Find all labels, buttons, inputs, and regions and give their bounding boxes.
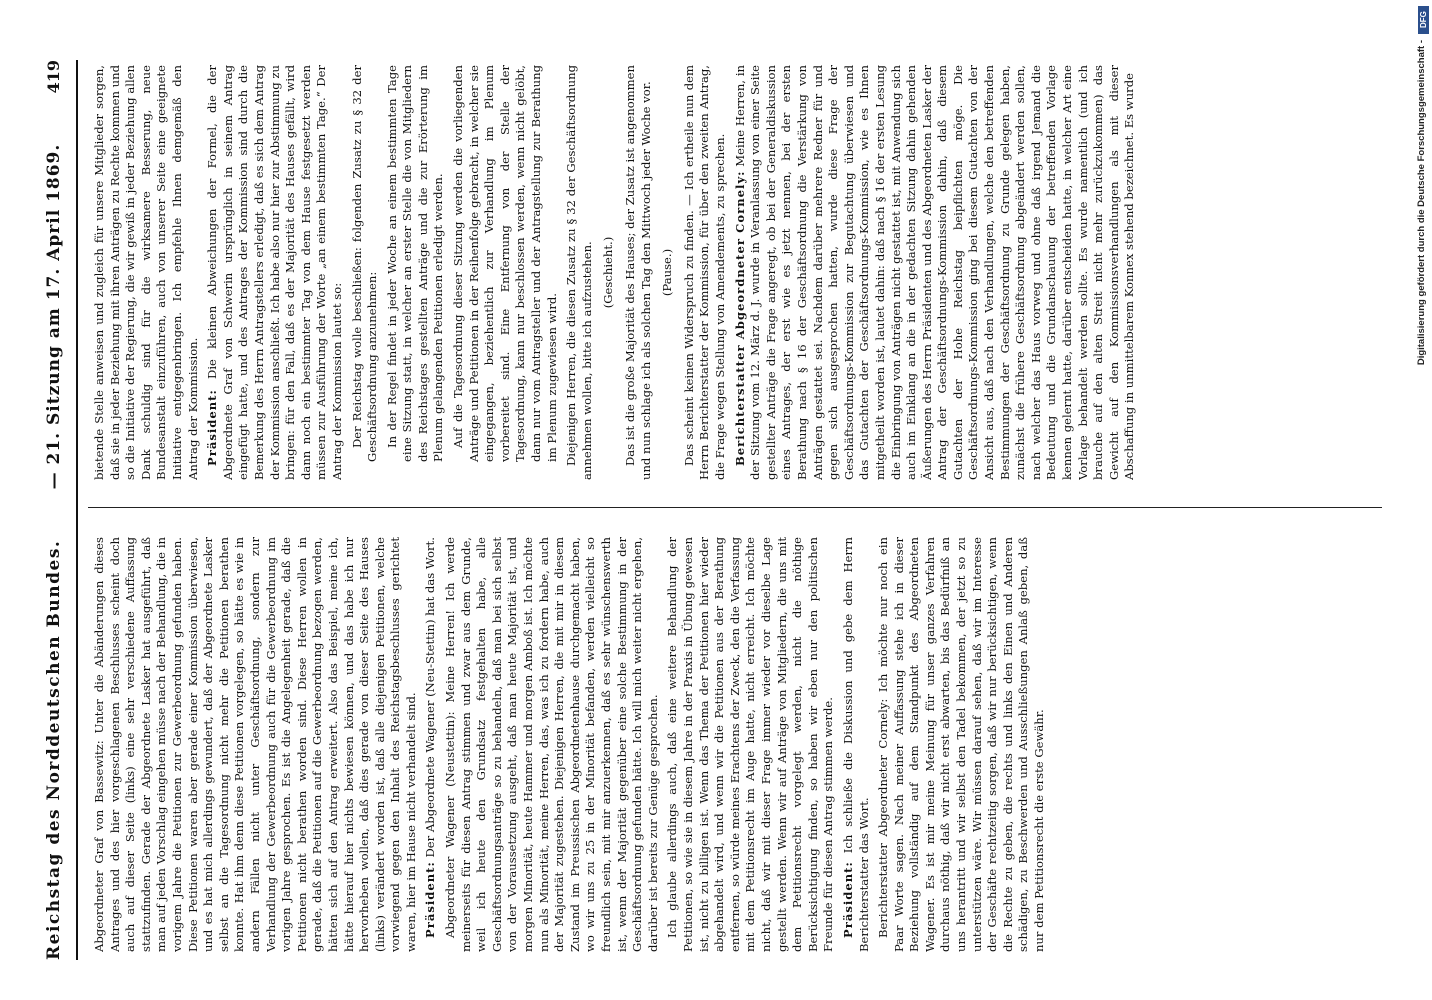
body-paragraph: bietende Stelle anweisen und zugleich für unsere Mitglieder sorgen, daß sie in jeder Beziehung mit ihren Anträgen zu Rechte kommen und so die Initiative der Regierung, die wir gewiß in jeder Beziehung allen Dank schuldig sind für die wirksamere Besserung, neue Bundesanstalt einzuführen, auch von unserer Seite eine geeignete Initiative entgegenbringen. Ich empfehle Ihnen demgemäß den Antrag der Kommission. [92, 65, 200, 480]
left-column [92, 537, 1372, 952]
body-paragraph: Abgeordneter Wagener (Neustettin): Meine Herren! Ich werde meinerseits für diesen Antrag stimmen und zwar aus dem Grunde, weil ich heute den Grundsatz festgehalten habe, alle Geschäftsordnungsanträge so zu behandeln, daß man bei sich selbst von der Voraussetzung ausgeht, daß man heute Majorität ist, und morgen Minorität, heute Hammer und morgen Amboß ist. Ich möchte nun als Minorität, meine Herren, das, was ich zu fordern habe, auch der Majorität zugestehen. Diejenigen Herren, die mit mir in diesem Zustand im Preussischen Abgeordnetenhause durchgemacht haben, wo wir uns zu 25 in der Minorität befanden, werden vielleicht so freundlich sein, mit mir anzuerkennen, daß es sehr wünschenswerth ist, wenn der Majorität gegenüber eine solche Bestimmung in der Geschäftsordnung gefunden hätte. Ich will mich weiter nicht ergehen, darüber ist bereits zur Genüge gesprochen. [443, 537, 660, 952]
speech-paragraph [423, 537, 439, 952]
column-divider [88, 507, 1382, 508]
right-column [92, 65, 1372, 480]
running-head [44, 60, 72, 960]
speech-text: Der Abgeordnete Wagener (Neu-Stettin) hat das Wort. [423, 537, 438, 862]
speech-text: Die kleinen Abweichungen der Formel, die der Abgeordnete Graf von Schwerin ursprünglich in seinem Antrag eingefügt hatte, und des Antrages der Kommission sind durch die Bemerkung des Herrn Antragstellers erledigt, daß es sich dem Antrag der Kommission anschließt. Ich habe also nur hier zur Abstimmung zu bringen: für den Fall, daß es der Majorität des Hauses gefällt, wird dann noch ein bestimmter Tag von dem Hause festgesetzt werden müssen zur Ausführung der Worte „an einem bestimmten Tage.“ Der Antrag der Kommission lautet so: [205, 65, 344, 480]
quoted-motion: In der Regel findet in jeder Woche an einem bestimmten Tage eine Sitzung statt, in welcher an erster Stelle die von Mitgliedern des Reichstages gestellten Anträge und die zur Erörterung im Plenum gelangenden Petitionen erledigt werden. [384, 65, 446, 462]
speaker-name: Präsident: [423, 861, 438, 938]
body-paragraph: Das ist die große Majorität des Hauses; der Zusatz ist angenommen und nun schlage ich als solchen Tag den Mittwoch jeder Woche vor. [623, 65, 653, 480]
stage-direction: (Geschieht.) [601, 236, 616, 309]
dfg-logo: DFG [1418, 6, 1429, 34]
body-paragraph: Berichterstatter Abgeordneter Cornely: Ich möchte nur noch ein Paar Worte sagen. Nach meiner Auffassung stehe ich in dieser Beziehung vollständig auf dem Standpunkt des Abgeordneten Wagener. Es ist mir meine Meinung für unser ganzes Verfahren durchaus nöthig, daß wir nicht erst abwarten, bis das Bedürfniß an uns herantritt und wir selbst den Tadel bekommen, der jetzt so zu unterstützen wäre. Wir müssen darauf sehen, daß wir im Interesse der Geschäfte rechtzeitig sorgen, daß wir nur berücksichtigen, wenn die Rechte zu geben, die rechts und links den Einen und Anderen schädigen, zu Beschwerden und Ausschließungen Anlaß geben, daß nur dem Petitionsrecht die erste Gewähr. [876, 537, 1047, 952]
speech-paragraph [841, 537, 872, 952]
stage-direction: (Pause.) [660, 248, 675, 297]
body-paragraph: Das scheint keinen Widerspruch zu finden. — Ich ertheile nun dem Herrn Berichterstatter der Kommission, für über den zweiten Antrag, die Frage wegen Stellung von Amendements, zu sprechen. [681, 65, 727, 480]
body-paragraph: Abgeordneter Graf von Bassewitz: Unter die Abänderungen dieses Antrages und des hier vorgeschlagenen Beschlusses scheint doch auch auf dieser Seite (links) eine sehr verschiedene Auffassung stattzufinden. Gerade der Abgeordnete Lasker hat ausgeführt, daß man auf jeden Vorschlag eingehen müsse nach der Behandlung, die in vorigem Jahre die Petitionen zur Gewerbeordnung gefunden haben. Diese Petitionen waren aber gerade einer Kommission überwiesen, und es hat mich allerdings gewundert, daß der Abgeordnete Lasker selbst an die Tagesordnung nicht mehr die Petitionen berathen konnte. Hat ihm denn diese Petitionen vorgelegen, so hätte es wie in andern Fällen nicht unter Geschäftsordnung, sondern zur Verhandlung der Gewerbeordnung auch für die Gewerbeordnung im vorigen Jahre gesprochen. Es ist die Angelegenheit gerade, daß die Petitionen nicht berathen worden sind. Diese Herren wollen in gerade, daß die Petitionen auf die Gewerbeordnung bezogen werden, hätten sich auf den Antrag erweitert. Also das Beispiel, meine ich, hätte hierauf hier nichts bewiesen können, und das habe ich nur hervorheben wollen, daß dies gerade von dieser Seite des Hauses (links) verändert worden ist, daß alle diejenigen Petitionen, welche vorwiegend gegen den Inhalt des Reichstagsbeschlusses gerichtet waren, hier im Hause nicht verhandelt sind. [92, 537, 418, 952]
running-head-center: — 21. Sitzung am 17. April 1869. [44, 143, 64, 490]
speaker-name: Präsident: [840, 861, 855, 938]
body-paragraph: Diejenigen Herren, die diesen Zusatz zu § 32 der Geschäftsordnung annehmen wollen, bitte ich aufzustehen. [564, 65, 594, 480]
quoted-motion: Auf die Tagesordnung dieser Sitzung werden die vorliegenden Anträge und Petitionen in der Reihenfolge gebracht, in welcher sie eingegangen, beziehentlich zur Verhandlung im Plenum vorbereitet sind. Eine Entfernung von der Stelle der Tagesordnung, kann nur beschlossen werden, wenn nicht gelöbt, dann nur vom Antragsteller und der Antragstellung zur Berathung im Plenum zugewiesen wird. [451, 65, 559, 462]
speech-text: Meine Herren, in der Sitzung vom 12. März d. J. wurde in Veranlassung von einer Seite gestellter Anträge die Frage angeregt, ob bei der Generaldiskussion eines Antrages, der erst wie es jetzt nennen, bei der ersten Berathung nach § 16 der Geschäftsordnung die Verstärkung von Anträgen gestattet sei. Nachdem darüber mehrere Redner für und gegen sich ausgesprochen hatten, wurde diese Frage der Geschäftsordnungs-Kommission zur Begutachtung überwiesen und das Gutachten der Geschäftsordnungs-Kommission, wie es Ihnen mitgetheilt worden ist, lautet dahin: daß nach § 16 der ersten Lesung die Einbringung von Anträgen nicht gestattet ist, mit Anwendung sich auch im Einklang an die in der gedachten Sitzung dahin gehenden Äußerungen des Herrn Präsidenten und des Abgeordneten Lasker der Antrag der Geschäftsordnungs-Kommission dahin, daß diesem Gutachten der Hohe Reichstag beipflichten möge. Die Geschäftsordnungs-Kommission ging bei diesem Gutachten von der Ansicht aus, daß nach den Verhandlungen, welche den betreffenden Bestimmungen der Geschäftsordnung zu Grunde gelegen haben, zunächst die frühere Geschäftsordnung abgeändert werden sollen, nach welcher das Haus vorweg und ohne daß irgend Jemand die Bedeutung und die Grundanschauung der betreffenden Vorlage kennen gelernt hatte, darüber entscheiden hatte, in welcher Art eine Vorlage behandelt werden sollte. Es wurde namentlich (und ich brauche auf den alten Streit nicht mehr zurückzukommen) das Gewicht auf den Kommissionsverhandlungen als mit dieser Abschaffung in unmittelbarem Konnex stehend bezeichnet. Es wurde [732, 65, 1137, 480]
quoted-motion: Der Reichstag wolle beschließen: folgenden Zusatz zu § 32 der Geschäftsordnung anzunehmen: [349, 65, 380, 462]
speaker-name: Präsident: [205, 389, 220, 466]
body-paragraph: Ich glaube allerdings auch, daß eine weitere Behandlung der Petitionen, so wie sie in diesem Jahre in der Praxis in Übung gewesen ist, nicht zu billigen ist. Wenn das Thema der Petitionen hier wieder abgehandelt wird, und wenn wir die Petitionen aus der Berathung entfernen, so würde meines Erachtens der Zweck, den die Verfassung mit dem Petitionsrecht im Auge hatte, nicht erreicht. Ich möchte nicht, daß wir mit dieser Frage immer wieder vor dieselbe Lage gestellt werden. Wenn wir auf Anträge von Mitgliedern, die uns mit dem Petitionsrecht vorgelegt werden, nicht die nöthige Berücksichtigung finden, so haben wir eben nur den politischen Freunde für diesen Antrag stimmen werde. [665, 537, 836, 952]
speech-text: Ich schließe die Diskussion und gebe dem Herrn Berichterstatter das Wort. [840, 537, 871, 952]
running-head-left: Reichstag des Norddeutschen Bundes. [44, 539, 64, 960]
speaker-name: Berichterstatter Abgeordneter Cornely: [732, 170, 747, 466]
speech-paragraph [733, 65, 1138, 480]
page-number: 419 [44, 60, 63, 94]
header-rule [76, 60, 78, 960]
digitization-credit: Digitalisierung gefördert durch die Deutsche Forschungsgemeinschaft - [1416, 40, 1427, 366]
speech-paragraph [205, 65, 345, 480]
